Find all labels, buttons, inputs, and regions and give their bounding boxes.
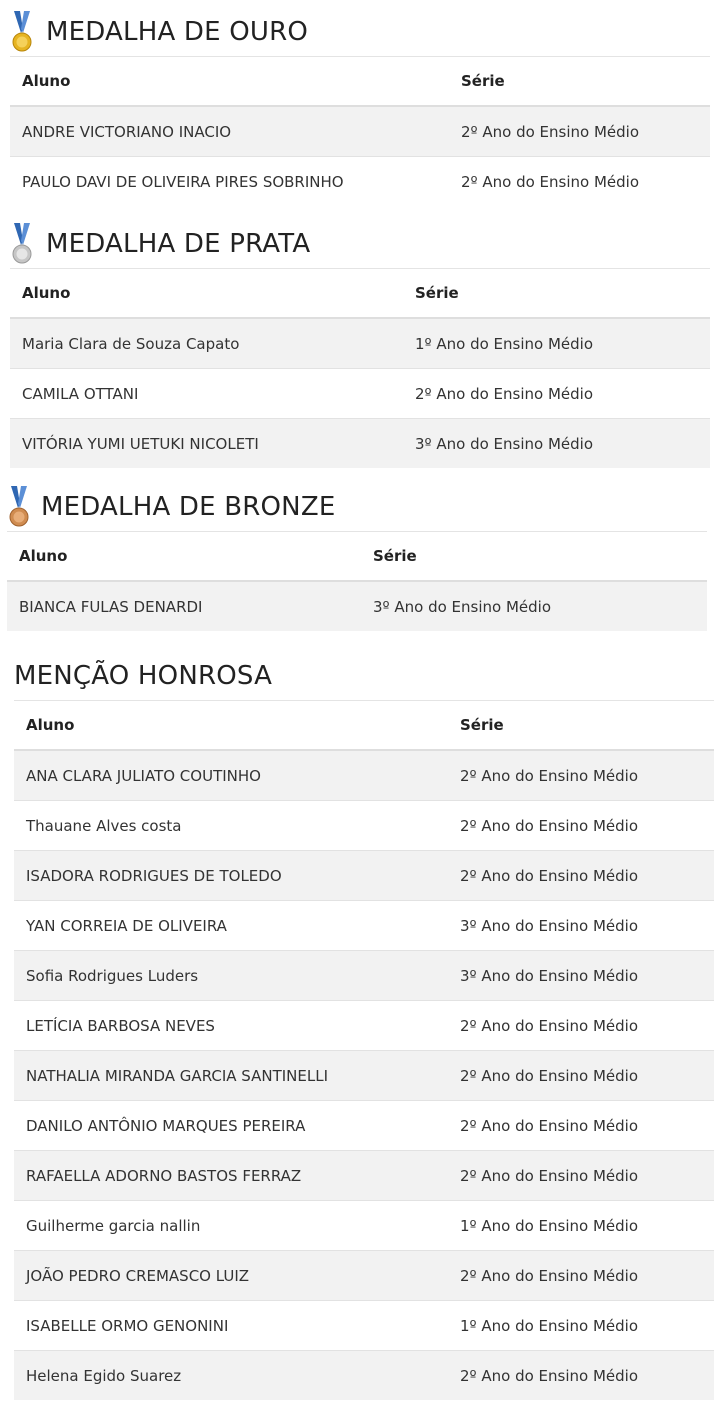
section-silver	[10, 220, 710, 468]
table-row	[14, 1101, 714, 1151]
student-name: ANDRE VICTORIANO INACIO	[10, 106, 449, 157]
silver-medal-icon	[10, 223, 34, 265]
section-title: MENÇÃO HONROSA	[14, 661, 273, 691]
student-name: CAMILA OTTANI	[10, 369, 403, 419]
section-title: MEDALHA DE OURO	[46, 17, 309, 47]
table-row	[10, 419, 710, 469]
student-grade: 3º Ano do Ensino Médio	[403, 419, 710, 469]
section-header-silver	[10, 220, 710, 269]
student-grade: 1º Ano do Ensino Médio	[403, 318, 710, 369]
column-header-serie: Série	[448, 701, 714, 750]
student-grade: 1º Ano do Ensino Médio	[448, 1201, 714, 1251]
table-row	[14, 801, 714, 851]
student-grade: 2º Ano do Ensino Médio	[449, 106, 710, 157]
table-row	[7, 581, 707, 631]
section-gold	[10, 8, 710, 206]
table-row	[14, 1301, 714, 1351]
table-row	[14, 1351, 714, 1401]
column-header-aluno: Aluno	[10, 57, 449, 106]
student-name: ANA CLARA JULIATO COUTINHO	[14, 750, 448, 801]
student-grade: 2º Ano do Ensino Médio	[403, 369, 710, 419]
table-row	[14, 1001, 714, 1051]
student-grade: 2º Ano do Ensino Médio	[448, 801, 714, 851]
table-row	[10, 157, 710, 207]
table-row	[14, 851, 714, 901]
student-name: Sofia Rodrigues Luders	[14, 951, 448, 1001]
student-grade: 2º Ano do Ensino Médio	[448, 750, 714, 801]
student-name: NATHALIA MIRANDA GARCIA SANTINELLI	[14, 1051, 448, 1101]
student-grade: 2º Ano do Ensino Médio	[448, 1251, 714, 1301]
student-name: DANILO ANTÔNIO MARQUES PEREIRA	[14, 1101, 448, 1151]
column-header-serie: Série	[449, 57, 710, 106]
table-row	[10, 106, 710, 157]
table-row	[14, 1051, 714, 1101]
student-grade: 2º Ano do Ensino Médio	[448, 1001, 714, 1051]
student-grade: 2º Ano do Ensino Médio	[448, 1151, 714, 1201]
student-grade: 3º Ano do Ensino Médio	[448, 951, 714, 1001]
bronze-table	[7, 532, 707, 631]
student-name: BIANCA FULAS DENARDI	[7, 581, 361, 631]
student-grade: 2º Ano do Ensino Médio	[449, 157, 710, 207]
student-name: RAFAELLA ADORNO BASTOS FERRAZ	[14, 1151, 448, 1201]
student-name: JOÃO PEDRO CREMASCO LUIZ	[14, 1251, 448, 1301]
student-name: ISADORA RODRIGUES DE TOLEDO	[14, 851, 448, 901]
section-header-bronze	[7, 483, 707, 532]
column-header-aluno: Aluno	[14, 701, 448, 750]
column-header-aluno: Aluno	[10, 269, 403, 318]
column-header-aluno: Aluno	[7, 532, 361, 581]
silver-table	[10, 269, 710, 468]
gold-medal-icon	[10, 11, 34, 53]
column-header-serie: Série	[403, 269, 710, 318]
column-header-serie: Série	[361, 532, 707, 581]
section-honorable-mention	[14, 652, 714, 1400]
honorable-mention-table	[14, 701, 714, 1400]
student-grade: 1º Ano do Ensino Médio	[448, 1301, 714, 1351]
student-grade: 2º Ano do Ensino Médio	[448, 1101, 714, 1151]
student-name: Guilherme garcia nallin	[14, 1201, 448, 1251]
table-row	[14, 750, 714, 801]
student-grade: 3º Ano do Ensino Médio	[448, 901, 714, 951]
section-title: MEDALHA DE BRONZE	[41, 492, 336, 522]
table-row	[14, 1201, 714, 1251]
bronze-medal-icon	[7, 486, 31, 528]
student-name: ISABELLE ORMO GENONINI	[14, 1301, 448, 1351]
student-grade: 2º Ano do Ensino Médio	[448, 1351, 714, 1401]
student-name: PAULO DAVI DE OLIVEIRA PIRES SOBRINHO	[10, 157, 449, 207]
gold-table	[10, 57, 710, 206]
student-name: Helena Egido Suarez	[14, 1351, 448, 1401]
student-grade: 2º Ano do Ensino Médio	[448, 1051, 714, 1101]
table-row	[10, 369, 710, 419]
section-title: MEDALHA DE PRATA	[46, 229, 311, 259]
table-row	[14, 1151, 714, 1201]
section-bronze	[7, 483, 707, 631]
student-name: Thauane Alves costa	[14, 801, 448, 851]
section-header-gold	[10, 8, 710, 57]
student-name: YAN CORREIA DE OLIVEIRA	[14, 901, 448, 951]
table-row	[14, 1251, 714, 1301]
student-name: Maria Clara de Souza Capato	[10, 318, 403, 369]
student-grade: 2º Ano do Ensino Médio	[448, 851, 714, 901]
student-grade: 3º Ano do Ensino Médio	[361, 581, 707, 631]
table-row	[14, 951, 714, 1001]
student-name: LETÍCIA BARBOSA NEVES	[14, 1001, 448, 1051]
student-name: VITÓRIA YUMI UETUKI NICOLETI	[10, 419, 403, 469]
section-header-honorable-mention	[14, 652, 714, 701]
table-row	[14, 901, 714, 951]
table-row	[10, 318, 710, 369]
